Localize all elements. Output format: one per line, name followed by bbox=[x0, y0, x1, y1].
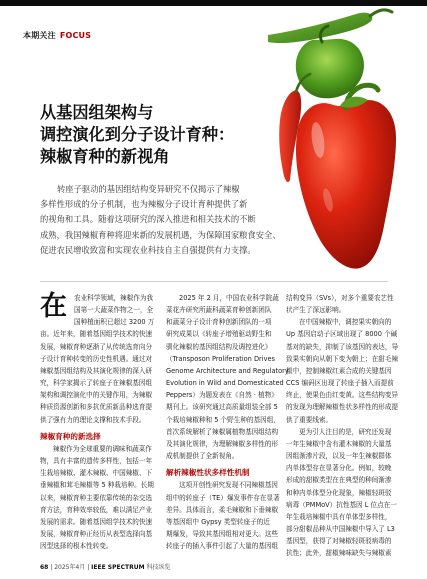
body-line: 椒中，控制辣椒红素合成的关键基因 bbox=[286, 366, 392, 375]
section-label-cn: 本期关注 bbox=[23, 31, 56, 40]
article-title bbox=[40, 102, 234, 167]
body-line: 生栽培辣椒、灌木辣椒、中国辣椒、下 bbox=[40, 469, 153, 478]
magazine-brand: IEEE SPECTRUM bbox=[91, 564, 145, 571]
body-line: 的发现为理解辣椒性状多样性的形成提 bbox=[286, 403, 399, 412]
body-line: Genome Architecture and Regulatory bbox=[166, 366, 289, 375]
body-line: 部分甜椒品种从中国辣椒中导入了 L3 bbox=[286, 524, 395, 533]
body-line: 更为引人注目的是，研究还发现 bbox=[299, 427, 392, 436]
body-line: 究，科学家揭示了转座子在辣椒基因组 bbox=[40, 379, 153, 388]
body-line: 发展的需求。随着基因组学技术的快速 bbox=[40, 517, 153, 526]
lede-line: 促进农民增收致富和实现农业科技自主自强提供有力支撑。 bbox=[40, 244, 256, 255]
body-line: 国种植面积已超过 3200 万 bbox=[74, 318, 155, 327]
body-line: 因组渐渗片段，以及一年生辣椒群体 bbox=[286, 452, 392, 461]
body-line: 研究成果以《转座子增殖驱动野生和 bbox=[166, 330, 272, 339]
body-line: 在中国辣椒中，调控果实朝向的 bbox=[299, 318, 392, 327]
body-line: 致果实朝向从朝下变为朝上；在甜毛辣 bbox=[286, 354, 399, 363]
lede-line: 转座子驱动的基因组结构变异研究不仅揭示了辣椒 bbox=[57, 184, 240, 194]
body-column-1 bbox=[40, 292, 158, 552]
body-line: 这项开创性研究发现不同辣椒基因 bbox=[179, 481, 278, 490]
body-line: 及其演化规律，为理解辣椒多样性的形 bbox=[166, 439, 279, 448]
body-line: 供了强有力的理论支撑和技术手段。 bbox=[40, 415, 146, 424]
body-line: 形成的甜椒类型在在典型的种间渐渗 bbox=[286, 476, 392, 485]
body-line: 国第一大蔬菜作物之一，全 bbox=[74, 306, 154, 315]
body-line: 病毒（PMMoV）抗性基因 L 位点在一 bbox=[286, 500, 397, 509]
page-number: 68 bbox=[40, 564, 49, 571]
body-line: Evolution in Wild and Domesticated bbox=[166, 379, 284, 388]
page-footer: 68 | 2025年4月 | IEEE SPECTRUM 科技纵览 bbox=[40, 564, 171, 571]
body-line: 菜花卉研究所蔬科蔬菜育种创新团队 bbox=[166, 306, 272, 315]
body-line: 农业科学领域，辣椒作为我 bbox=[74, 294, 154, 302]
body-line: 期爆发，导致其基因组相对更大。这些 bbox=[166, 529, 279, 538]
green-chili-pepper bbox=[268, 10, 392, 43]
body-line: 和蔬菜分子设计育种创新团队的一项 bbox=[166, 318, 272, 327]
lede-line: 成熟，我国辣椒育种将迎来新的发展机遇，为保障国家粮食安全、 bbox=[40, 229, 281, 240]
body-line: 驯化辣椒的基因组结构及调控进化》 bbox=[166, 342, 272, 351]
body-line: 期刊上。该研究通过高质量组装全部 5 bbox=[166, 403, 278, 412]
subheading: 辣椒育种的新选择 bbox=[40, 431, 101, 441]
body-line: 种质资源创新和多抗优质新品种选育提 bbox=[40, 403, 153, 412]
body-line: 子设计育种转变的历史性机遇。通过对 bbox=[40, 354, 153, 363]
body-line: 2025 年 2 月，中国农业科学院蔬 bbox=[179, 294, 279, 302]
body-line: 一年生辣椒中含有灌木辣椒的大量基 bbox=[286, 439, 392, 448]
body-line: CCS 编码区出现了转座子插入而提前 bbox=[286, 379, 394, 388]
body-line: 基对的缺失，抑制了该基因的表达，导 bbox=[286, 342, 399, 351]
body-line: 垂辣椒和茸毛辣椒等 5 种栽培种。长期 bbox=[40, 481, 154, 490]
subheading: 解析辣椒性状多样性机制 bbox=[166, 468, 250, 478]
body-line: 成机制提供了全新视角。 bbox=[166, 452, 239, 461]
lede-line: 的视角和工具。随着这项研究的深入推进和相关技术的不断 bbox=[40, 214, 256, 225]
body-line: 发展，辣椒育种正经历从表型选择向基 bbox=[40, 529, 153, 538]
body-line: 架构和调控演化中的关键作用，为辣椒 bbox=[40, 391, 153, 400]
body-line: 辣椒基因组结构及其演化规律的深入研 bbox=[40, 366, 153, 375]
body-line: （Transposon Proliferation Drives bbox=[166, 354, 275, 363]
body-line: 首次系统解析了辣椒属植物基因组结构 bbox=[166, 427, 279, 436]
body-line: 辣椒作为全球重要的调味和蔬菜作 bbox=[53, 444, 152, 453]
body-line: 年生栽培辣椒中具有单体型多样性， bbox=[286, 512, 392, 521]
lede-line: 多样性形成的分子机制，也为辣椒分子设计育种提供了新 bbox=[40, 199, 248, 210]
body-line: 和种内单体型分化现象，辣椒轻斑驳 bbox=[286, 488, 392, 497]
body-line: 以来，辣椒育种主要依靠传统的杂交选 bbox=[40, 493, 153, 502]
body-line: 因型选择的根本性转变。 bbox=[40, 542, 113, 551]
body-line: Peppers）为题发表在《自然 · 植物》 bbox=[166, 391, 278, 400]
body-line: 抗性；此外，甜椒辣味缺失与辣椒素 bbox=[286, 549, 392, 558]
body-line: 组中的转座子（TE）爆发事件存在显著 bbox=[166, 493, 280, 502]
body-line: 发展，辣椒育种逐渐了从传统选育向分 bbox=[40, 342, 153, 351]
body-line: 等基因组中 Gypsy 类型转座子的近 bbox=[166, 517, 270, 526]
section-label-en: FOCUS bbox=[59, 31, 92, 40]
body-line: 结构变异（SVs），对多个重要农艺性 bbox=[286, 294, 394, 302]
divider bbox=[40, 281, 388, 282]
magazine-edition: 科技纵览 bbox=[146, 564, 171, 571]
body-line: 亩。近年来，随着基因组学技术的快速 bbox=[40, 330, 153, 339]
body-column-3 bbox=[286, 292, 401, 559]
body-line: Up 基因启动子区域出现了 8000 个碱 bbox=[286, 330, 398, 339]
body-line: 转座子的插入事件引起了大量的基因组 bbox=[166, 542, 279, 551]
article-lede bbox=[40, 182, 340, 258]
body-line: 个栽培辣椒种和 5 个野生种的基因组， bbox=[166, 415, 280, 424]
body-column-2 bbox=[166, 292, 289, 552]
body-line: 物，具有丰富的遗传多样性，包括一年 bbox=[40, 457, 153, 466]
body-line: 内单体型存在显著分化。例如，较晚 bbox=[286, 464, 392, 473]
body-line: 育方法，育种效率较低，难以满足产业 bbox=[40, 505, 153, 514]
issue-date: 2025年4月 bbox=[54, 564, 86, 571]
body-line: 差异。具体而言，柔毛辣椒和下垂辣椒 bbox=[166, 505, 279, 514]
body-line: 终止，使果色由红变黄。这些结构变异 bbox=[286, 391, 399, 400]
title-line: 从基因组架构与 bbox=[40, 103, 154, 122]
title-line: 调控演化到分子设计育种： bbox=[40, 124, 235, 144]
body-line: 状产生了深远影响。 bbox=[286, 306, 346, 315]
body-line: 基因型，获得了对辣椒轻斑驳病毒的 bbox=[286, 537, 392, 546]
drop-cap: 在 bbox=[40, 291, 67, 322]
title-line: 辣椒育种的新视角 bbox=[40, 146, 170, 166]
body-line: 供了重要线索。 bbox=[286, 415, 333, 424]
